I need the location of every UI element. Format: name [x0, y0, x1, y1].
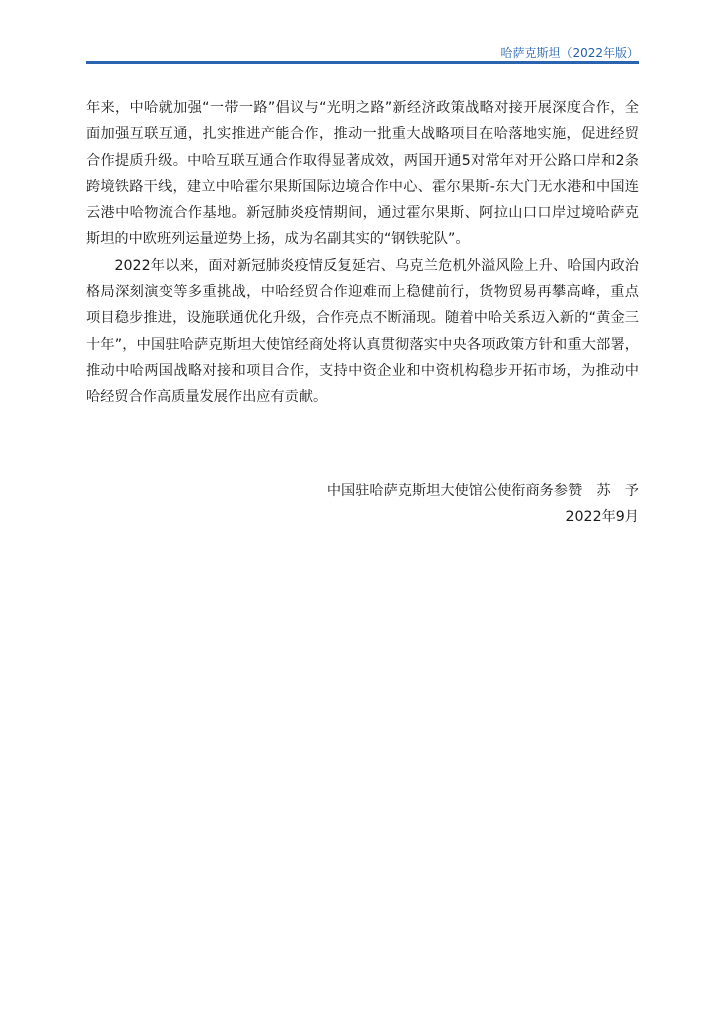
- header-rule: [86, 61, 639, 64]
- paragraph-1: 年来，中哈就加强“一带一路”倡议与“光明之路”新经济政策战略对接开展深度合作，全面加强互联互通，扎实推进产能合作，推动一批重大战略项目在哈落地实施，促进经贸合作提质升级。中哈互联互通合作取得显著成效，两国开通5对常年对开公路口岸和2条跨境铁路干线，建立中哈霍尔果斯国际边境合作中心、霍尔果斯-东大门无水港和中国连云港中哈物流合作基地。新冠肺炎疫情期间，通过霍尔果斯、阿拉山口口岸过境哈萨克斯坦的中欧班列运量逆势上扬，成为名副其实的“钢铁驼队”。: [86, 100, 639, 248]
- signature-block: [327, 478, 639, 531]
- paragraph-2: 2022年以来，面对新冠肺炎疫情反复延宕、乌克兰危机外溢风险上升、哈国内政治格局深刻演变等多重挑战，中哈经贸合作迎难而上稳健前行，货物贸易再攀高峰，重点项目稳步推进，设施联通优化升级，合作亮点不断涌现。随着中哈关系迈入新的“黄金三十年”，中国驻哈萨克斯坦大使馆经商处将认真贯彻落实中央各项政策方针和重大部署，推动中哈两国战略对接和项目合作，支持中资企业和中资机构稳步开拓市场，为推动中哈经贸合作高质量发展作出应有贡献。: [86, 257, 639, 406]
- signature-date: 2022年9月: [565, 509, 639, 526]
- signature-author: 中国驻哈萨克斯坦大使馆公使衔商务参赞 苏 予: [326, 483, 639, 499]
- header-title: 哈萨克斯坦（2022年版）: [500, 46, 639, 60]
- body-text: [86, 95, 639, 411]
- running-header: [86, 40, 639, 64]
